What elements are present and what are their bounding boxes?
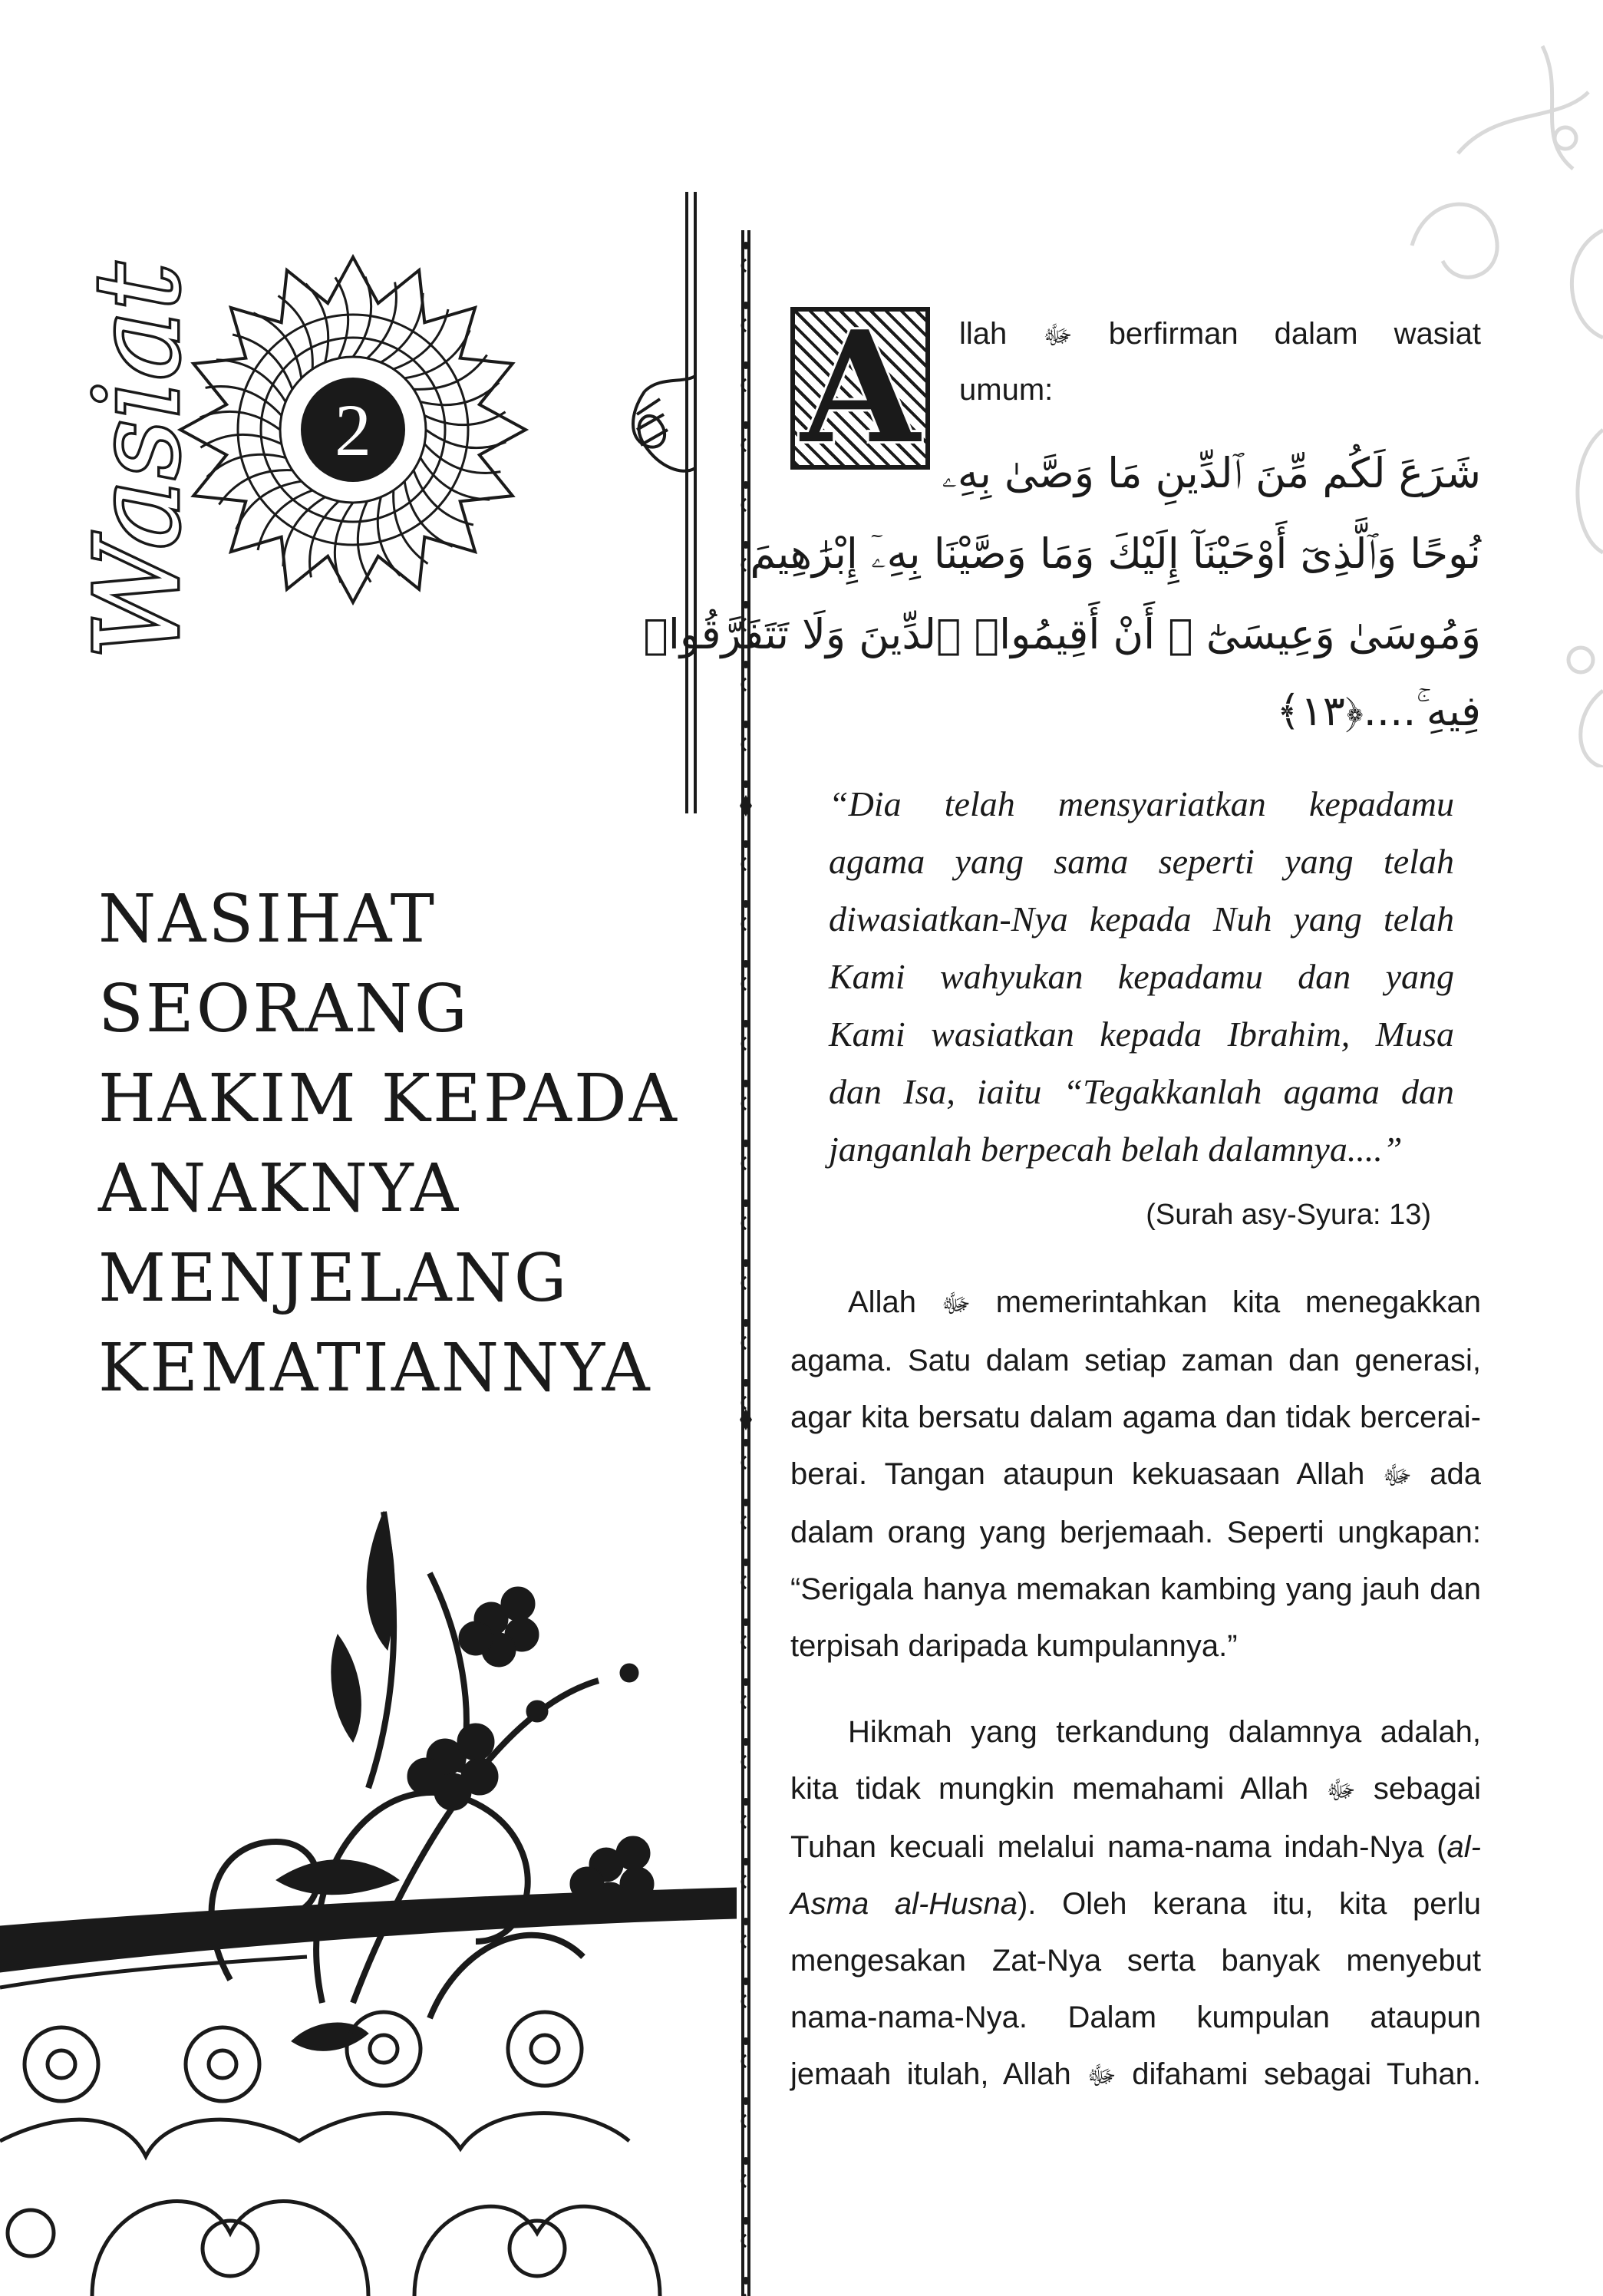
arabic-verse-line: فِيهِ ۚ....﴿١٣﴾ bbox=[1276, 687, 1481, 735]
paragraph-line: agama. Satu dalam setiap zaman dan generasi, bbox=[790, 1344, 1481, 1377]
line-text: ada bbox=[1430, 1457, 1481, 1491]
drop-cap bbox=[790, 298, 930, 478]
line-text: jemaah itulah, Allah bbox=[790, 2057, 1071, 2091]
intro-text: berfirman dalam wasiat bbox=[1108, 317, 1481, 351]
paragraph-line: agar kita bersatu dalam agama dan tidak bercerai- bbox=[790, 1400, 1481, 1434]
verse-citation: (Surah asy-Syura: 13) bbox=[1146, 1199, 1431, 1231]
line-text: sebagai bbox=[1373, 1772, 1481, 1806]
title-line: NASIHAT bbox=[98, 881, 437, 958]
arabic-verse-line: نُوحًا وَٱلَّذِىٓ أَوْحَيْنَآ إِلَيْكَ وَمَا وَصَّيْنَا بِهِۦٓ إِبْرَٰهِيمَ bbox=[750, 529, 1481, 578]
paragraph-line bbox=[790, 1875, 1481, 1932]
title-line: HAKIM KEPADA bbox=[98, 1061, 679, 1137]
arabic-verse-line: شَرَعَ لَكُم مِّنَ ٱلدِّينِ مَا وَصَّىٰ بِهِۦ bbox=[942, 449, 1481, 497]
honorific-icon: ﷻ bbox=[1326, 1775, 1356, 1806]
translation-line: “Dia telah mensyariatkan kepadamu bbox=[829, 784, 1454, 823]
body-paragraph bbox=[790, 1274, 1481, 1674]
arabic-verse-line: وَمُوسَىٰ وَعِيسَىٰٓ ۖ أَنْ أَقِيمُوا۟ ٱلدِّينَ وَلَا تَتَفَرَّقُوا۟ bbox=[643, 610, 1481, 658]
translation-line: dan Isa, iaitu “Tegakkanlah agama dan bbox=[829, 1072, 1454, 1111]
translation-line: diwasiatkan-Nya kepada Nuh yang telah bbox=[829, 899, 1454, 939]
chapter-title bbox=[98, 875, 712, 1414]
honorific-icon: ﷻ bbox=[1382, 1460, 1412, 1491]
title-line: ANAKNYA bbox=[98, 1150, 461, 1227]
line-text: Allah bbox=[848, 1285, 916, 1319]
body-paragraph bbox=[790, 1704, 1481, 2104]
honorific-icon: ﷻ bbox=[1087, 2060, 1116, 2091]
paragraph-line bbox=[790, 1446, 1481, 1504]
line-text: berai. Tangan ataupun kekuasaan Allah bbox=[790, 1457, 1365, 1491]
translation-line: agama yang sama seperti yang telah bbox=[829, 842, 1454, 881]
verse-translation bbox=[829, 775, 1454, 1178]
honorific-icon: ﷻ bbox=[941, 1288, 971, 1319]
translation-line: janganlah berpecah belah dalamnya....” bbox=[829, 1130, 1403, 1169]
honorific-icon: ﷻ bbox=[1043, 320, 1073, 351]
vertical-divider bbox=[629, 184, 760, 2296]
intro-line bbox=[959, 305, 1481, 364]
line-text: difahami sebagai Tuhan. bbox=[1132, 2057, 1481, 2091]
line-text: ). Oleh kerana itu, kita perlu bbox=[1017, 1887, 1482, 1921]
line-text-italic: Asma al-Husna bbox=[790, 1887, 1018, 1921]
line-text: memerintahkan kita menegakkan bbox=[995, 1285, 1481, 1319]
title-line: MENJELANG bbox=[98, 1240, 569, 1317]
translation-line: Kami wasiatkan kepada Ibrahim, Musa bbox=[829, 1014, 1454, 1054]
title-line: SEORANG bbox=[98, 971, 470, 1047]
intro-text: llah bbox=[959, 317, 1008, 351]
drop-cap-letter: A bbox=[800, 298, 920, 478]
paragraph-line bbox=[790, 1274, 1481, 1332]
floral-ornament-icon bbox=[0, 1481, 737, 2296]
paragraph-line: nama-nama-Nya. Dalam kumpulan ataupun bbox=[790, 2001, 1481, 2034]
chapter-number-badge: 2 bbox=[301, 378, 405, 482]
paragraph-line: dalam orang yang berjemaah. Seperti ungkapan: bbox=[790, 1516, 1481, 1549]
paragraph-line: mengesakan Zat-Nya serta banyak menyebut bbox=[790, 1944, 1481, 1978]
paragraph-line: Hikmah yang terkandung dalamnya adalah, bbox=[848, 1715, 1481, 1749]
chapter-label-text: Wasiat bbox=[71, 262, 205, 659]
paragraph-line bbox=[790, 1760, 1481, 1819]
paragraph-line: “Serigala hanya memakan kambing yang jauh dan bbox=[790, 1572, 1481, 1606]
paragraph-line: terpisah daripada kumpulannya.” bbox=[790, 1629, 1238, 1663]
line-text: Tuhan kecuali melalui nama-nama indah-Nya ( bbox=[790, 1830, 1447, 1864]
intro-line: umum: bbox=[959, 373, 1054, 407]
line-text: kita tidak mungkin memahami Allah bbox=[790, 1772, 1309, 1806]
line-text-italic: al- bbox=[1446, 1830, 1481, 1864]
title-line: KEMATIANNYA bbox=[98, 1330, 652, 1407]
translation-line: Kami wahyukan kepadamu dan yang bbox=[829, 957, 1454, 996]
paragraph-line bbox=[790, 1819, 1481, 1875]
paragraph-line bbox=[790, 2046, 1481, 2104]
